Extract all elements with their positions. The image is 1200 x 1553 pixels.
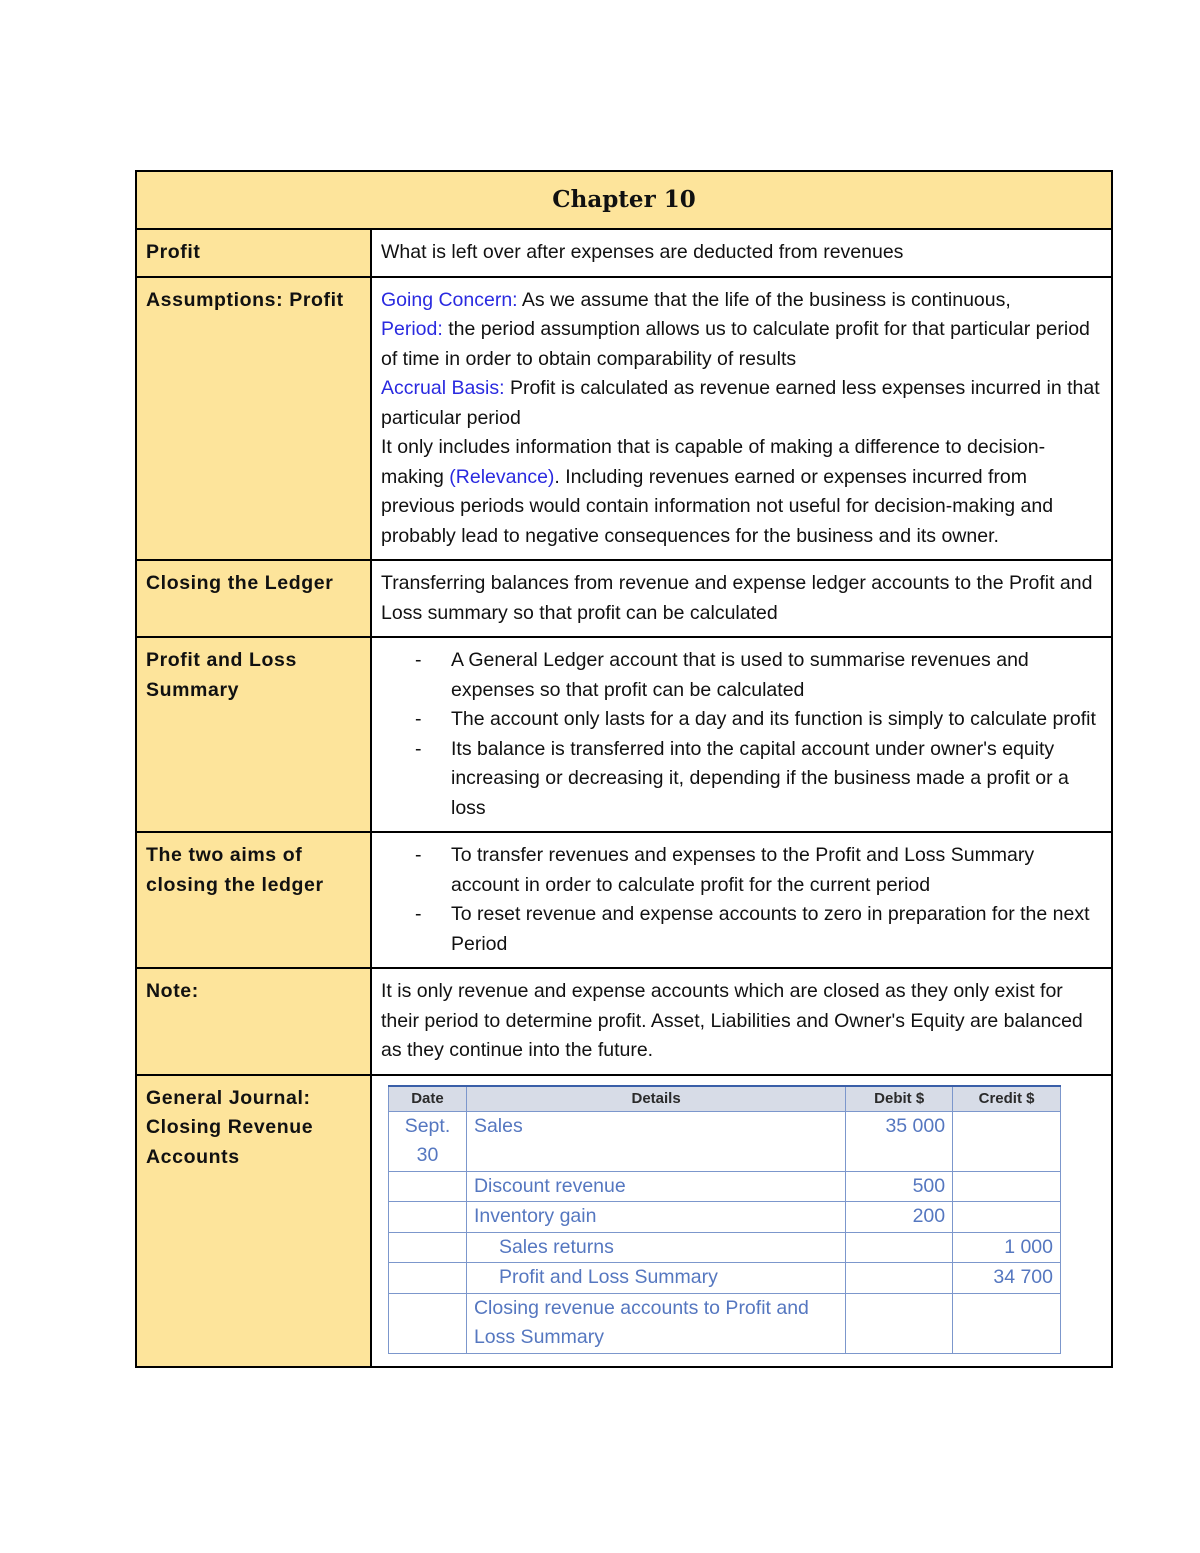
cell-date xyxy=(389,1171,467,1202)
term-profit-and-loss-summary: Profit and Loss Summary xyxy=(136,637,371,832)
table-row xyxy=(136,832,1112,968)
definition-profit-and-loss-summary xyxy=(371,637,1112,832)
cell-details: Closing revenue accounts to Profit and Loss Summary xyxy=(466,1293,845,1353)
journal-header-row xyxy=(389,1086,1061,1112)
journal-row xyxy=(389,1293,1061,1353)
journal-row xyxy=(389,1263,1061,1294)
cell-date: Sept. 30 xyxy=(389,1111,467,1171)
cell-details: Inventory gain xyxy=(466,1202,845,1233)
cell-details: Sales returns xyxy=(466,1232,845,1263)
general-journal-table xyxy=(388,1085,1061,1354)
cell-debit xyxy=(846,1232,953,1263)
header-credit: Credit $ xyxy=(953,1086,1061,1112)
label-accrual-basis: Accrual Basis: xyxy=(381,377,505,399)
table-row xyxy=(136,560,1112,637)
assumption-accrual-basis xyxy=(381,374,1102,433)
definition-profit: What is left over after expenses are deducted from revenues xyxy=(371,229,1112,277)
label-going-concern: Going Concern: xyxy=(381,288,518,311)
table-row xyxy=(136,277,1112,561)
list-item: - To transfer revenues and expenses to the Profit and Loss Summary account in order to calculate profit for the current period xyxy=(451,841,1102,900)
chapter-notes-page xyxy=(135,170,1111,1368)
definition-note: It is only revenue and expense accounts which are closed as they only exist for their period to determine profit. Asset, Liabilities and Owner's Equity are balanced as they continue into the future. xyxy=(371,968,1112,1075)
definition-two-aims xyxy=(371,832,1112,968)
term-profit: Profit xyxy=(136,229,371,277)
cell-date xyxy=(389,1232,467,1263)
header-details: Details xyxy=(466,1086,845,1112)
cell-credit: 1 000 xyxy=(953,1232,1061,1263)
cell-details: Discount revenue xyxy=(466,1171,845,1202)
cell-credit xyxy=(953,1202,1061,1233)
list-item: - A General Ledger account that is used to summarise revenues and expenses so that profit can be calculated xyxy=(451,646,1102,705)
term-closing-the-ledger: Closing the Ledger xyxy=(136,560,371,637)
bullet-list xyxy=(381,841,1102,959)
cell-debit xyxy=(846,1293,953,1353)
cell-credit xyxy=(953,1171,1061,1202)
cell-credit: 34 700 xyxy=(953,1263,1061,1294)
cell-details: Profit and Loss Summary xyxy=(466,1263,845,1294)
table-row xyxy=(136,968,1112,1075)
text-relevance-before: It only includes information that is capable of making a difference to decision-making xyxy=(381,436,1046,488)
journal-row xyxy=(389,1232,1061,1263)
label-relevance: (Relevance) xyxy=(449,465,555,488)
term-general-journal: General Journal: Closing Revenue Accounts xyxy=(136,1075,371,1367)
text-period: the period assumption allows us to calculate profit for that particular period of time in order to obtain comparability of results xyxy=(381,318,1090,370)
cell-details: Sales xyxy=(466,1111,845,1171)
header-debit: Debit $ xyxy=(846,1086,953,1112)
page-title: Chapter 10 xyxy=(136,171,1112,229)
label-period: Period: xyxy=(381,318,443,340)
cell-credit xyxy=(953,1111,1061,1171)
cell-date xyxy=(389,1293,467,1353)
definition-general-journal xyxy=(371,1075,1112,1367)
assumption-going-concern xyxy=(381,286,1102,316)
journal-image xyxy=(372,1076,1111,1366)
title-row xyxy=(136,171,1112,229)
cell-credit xyxy=(953,1293,1061,1353)
table-row xyxy=(136,229,1112,277)
journal-row xyxy=(389,1171,1061,1202)
definition-closing-the-ledger: Transferring balances from revenue and expense ledger accounts to the Profit and Loss summary so that profit can be calculated xyxy=(371,560,1112,637)
text-going-concern: As we assume that the life of the business is continuous, xyxy=(517,288,1011,311)
assumption-period xyxy=(381,315,1102,374)
cell-date xyxy=(389,1202,467,1233)
table-row xyxy=(136,637,1112,832)
cell-debit: 200 xyxy=(846,1202,953,1233)
header-date: Date xyxy=(389,1086,467,1112)
assumption-relevance xyxy=(381,433,1102,551)
list-item: - To reset revenue and expense accounts to zero in preparation for the next Period xyxy=(451,900,1102,959)
cell-debit xyxy=(846,1263,953,1294)
journal-row xyxy=(389,1202,1061,1233)
list-item: - Its balance is transferred into the capital account under owner's equity increasing or decreasing it, depending if the business made a profit or a loss xyxy=(451,735,1102,824)
table-row xyxy=(136,1075,1112,1367)
journal-row xyxy=(389,1111,1061,1171)
text-relevance-after: . Including revenues earned or expenses incurred from previous periods would contain information not useful for decision-making and probably lead to negative consequences for the business and its owner. xyxy=(381,465,1054,547)
cell-debit: 35 000 xyxy=(846,1111,953,1171)
term-note: Note: xyxy=(136,968,371,1075)
cell-debit: 500 xyxy=(846,1171,953,1202)
text-accrual-basis: Profit is calculated as revenue earned less expenses incurred in that particular period xyxy=(381,377,1100,429)
definition-assumptions-profit xyxy=(371,277,1112,561)
term-two-aims: The two aims of closing the ledger xyxy=(136,832,371,968)
bullet-list xyxy=(381,646,1102,823)
cell-date xyxy=(389,1263,467,1294)
chapter-notes-table xyxy=(135,170,1113,1368)
term-assumptions-profit: Assumptions: Profit xyxy=(136,277,371,561)
list-item: - The account only lasts for a day and its function is simply to calculate profit xyxy=(451,705,1102,735)
